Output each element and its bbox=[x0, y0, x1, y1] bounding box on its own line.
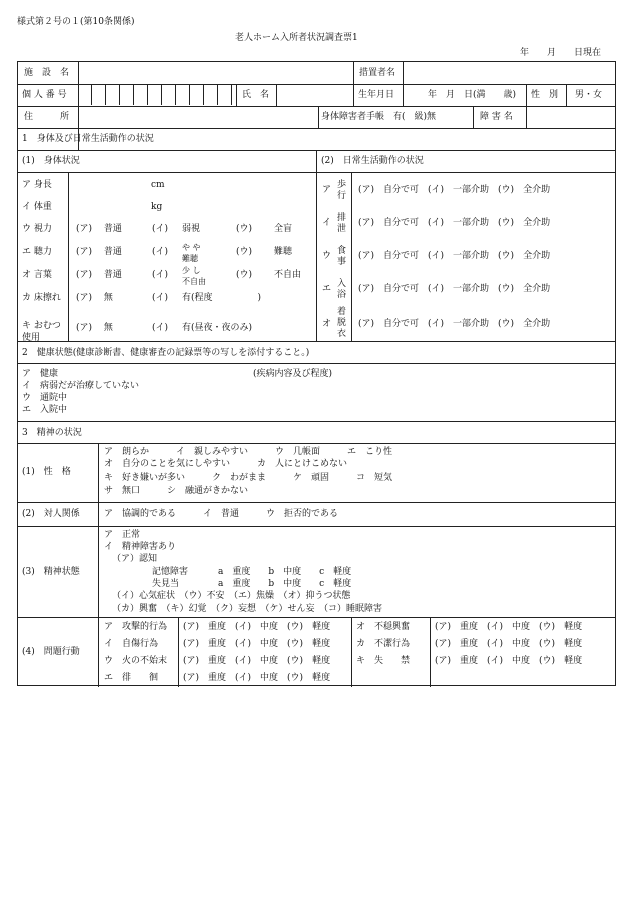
adl-scale: (ア) 自分で可 (イ) 一部介助 (ウ) 全介助 bbox=[358, 185, 551, 195]
adl-row-key: ア bbox=[322, 185, 332, 195]
behavior-severity: (ア) 重度 (イ) 中度 (ウ) 軽度 bbox=[435, 622, 583, 632]
adl-scale: (ア) 自分で可 (イ) 一部介助 (ウ) 全介助 bbox=[358, 319, 551, 329]
adl-scale: (ア) 自分で可 (イ) 一部介助 (ウ) 全介助 bbox=[358, 284, 551, 294]
behavior-item: ア 攻撃的行為 bbox=[104, 622, 168, 632]
option-cell: 不自由 bbox=[274, 270, 302, 280]
behavior-item: キ 失 禁 bbox=[356, 656, 411, 666]
option-cell: や や 難聴 bbox=[182, 243, 201, 263]
option-cell: (イ) bbox=[152, 247, 169, 257]
relation-label: (2) 対人関係 bbox=[22, 509, 80, 519]
health-item: ウ 通院中 bbox=[22, 393, 68, 403]
survey-table bbox=[17, 61, 616, 686]
address-label: 住 所 bbox=[24, 112, 70, 122]
body-row-label: エ 聴力 bbox=[22, 247, 52, 257]
adl-row-label: 着脱衣 bbox=[337, 307, 347, 339]
mental-line: （カ）興奮 （キ）幻覚 （ク）妄想 （ケ）せん妄 （コ）睡眠障害 bbox=[112, 604, 383, 614]
option-cell: (ウ) bbox=[236, 270, 253, 280]
form-title: 老人ホーム入所者状況調査票1 bbox=[235, 33, 358, 43]
body-row-label: オ 言葉 bbox=[22, 270, 52, 280]
option-cell: (ア) 普通 bbox=[76, 247, 122, 257]
adl-row-label: 排泄 bbox=[337, 213, 347, 234]
health-item: エ 入院中 bbox=[22, 405, 68, 415]
mental-label: (3) 精神状態 bbox=[22, 567, 80, 577]
behavior-item: ウ 火の不始末 bbox=[104, 656, 168, 666]
option-cell: (ア) 普通 bbox=[76, 270, 122, 280]
option-cell: (ア) 普通 bbox=[76, 224, 122, 234]
mental-severity: a 重度 b 中度 c 軽度 bbox=[218, 567, 352, 577]
adl-row-key: エ bbox=[322, 284, 332, 294]
adl-title: (2) 日常生活動作の状況 bbox=[321, 156, 424, 166]
behavior-severity: (ア) 重度 (イ) 中度 (ウ) 軽度 bbox=[183, 639, 331, 649]
name-label: 氏 名 bbox=[242, 90, 270, 100]
adl-row-key: イ bbox=[322, 218, 332, 228]
personality-label: (1) 性 格 bbox=[22, 467, 71, 477]
body-row-label: ウ 視力 bbox=[22, 224, 52, 234]
mental-line: （イ）心気症状 （ウ）不安 （エ）焦燥 （オ）抑うつ状態 bbox=[112, 591, 351, 601]
option-cell: 全盲 bbox=[274, 224, 293, 234]
body-row-label: ア 身長 bbox=[22, 180, 52, 190]
personality-line: キ 好き嫌いが多い ク わがまま ケ 頑固 コ 短気 bbox=[104, 473, 393, 483]
birthdate-value: 年 月 日(満 歳) bbox=[428, 90, 517, 100]
adl-row-label: 歩行 bbox=[337, 180, 347, 201]
option-cell: (イ) bbox=[152, 293, 169, 303]
option-cell: (ウ) bbox=[236, 247, 253, 257]
adl-row-label: 入浴 bbox=[337, 279, 347, 300]
height-unit: cm bbox=[151, 180, 165, 190]
disability-book-label: 身体障害者手帳 有( 級)無 bbox=[321, 112, 437, 122]
option-cell: (イ) bbox=[152, 224, 169, 234]
mental-line: ア 正常 bbox=[104, 530, 141, 540]
body-condition-title: (1) 身体状況 bbox=[22, 156, 80, 166]
option-cell: (ウ) bbox=[236, 224, 253, 234]
adl-row-key: ウ bbox=[322, 251, 332, 261]
body-row-label: カ 床擦れ bbox=[22, 293, 61, 303]
option-cell: 有(程度 ) bbox=[182, 293, 262, 303]
adl-scale: (ア) 自分で可 (イ) 一部介助 (ウ) 全介助 bbox=[358, 218, 551, 228]
health-item: イ 病弱だが治療していない bbox=[22, 381, 140, 391]
health-item: ア 健康 bbox=[22, 369, 59, 379]
behavior-item: カ 不潔行為 bbox=[356, 639, 411, 649]
behavior-severity: (ア) 重度 (イ) 中度 (ウ) 軽度 bbox=[183, 673, 331, 683]
option-cell: 弱視 bbox=[182, 224, 201, 234]
facility-label: 施 設 名 bbox=[24, 68, 70, 78]
disability-name-label: 障 害 名 bbox=[480, 112, 513, 122]
option-cell: (イ) bbox=[152, 323, 169, 333]
option-cell: 有(昼夜・夜のみ) bbox=[182, 323, 253, 333]
behavior-item: オ 不穏興奮 bbox=[356, 622, 411, 632]
behavior-severity: (ア) 重度 (イ) 中度 (ウ) 軽度 bbox=[435, 656, 583, 666]
section3-title: 3 精神の状況 bbox=[22, 428, 82, 438]
personality-line: オ 自分のことを気にしやすい カ 人にとけこめない bbox=[104, 459, 348, 469]
body-row-label: イ 体重 bbox=[22, 202, 52, 212]
option-cell: (ア) 無 bbox=[76, 323, 113, 333]
relation-options: ア 協調的である イ 普通 ウ 拒否的である bbox=[104, 509, 339, 519]
option-cell: 少 し 不自由 bbox=[182, 266, 206, 286]
adl-scale: (ア) 自分で可 (イ) 一部介助 (ウ) 全介助 bbox=[358, 251, 551, 261]
disease-note: (疾病内容及び程度) bbox=[253, 369, 333, 379]
birthdate-label: 生年月日 bbox=[358, 90, 395, 100]
section2-title: 2 健康状態(健康診断書、健康審査の記録票等の写しを添付すること。) bbox=[22, 348, 310, 358]
behavior-item: エ 徘 徊 bbox=[104, 673, 159, 683]
mental-severity: a 重度 b 中度 c 軽度 bbox=[218, 579, 352, 589]
adl-row-key: オ bbox=[322, 319, 332, 329]
personality-line: ア 朗らか イ 親しみやすい ウ 几帳面 エ こり性 bbox=[104, 447, 393, 457]
option-cell: (ア) 無 bbox=[76, 293, 113, 303]
behavior-item: イ 自傷行為 bbox=[104, 639, 159, 649]
behavior-severity: (ア) 重度 (イ) 中度 (ウ) 軽度 bbox=[183, 656, 331, 666]
mental-line: （ア）認知 bbox=[112, 554, 158, 564]
personality-line: サ 無口 シ 融通がきかない bbox=[104, 486, 249, 496]
mental-line: 失見当 bbox=[152, 579, 180, 589]
weight-unit: kg bbox=[151, 202, 163, 212]
behavior-severity: (ア) 重度 (イ) 中度 (ウ) 軽度 bbox=[435, 639, 583, 649]
form-reference: 様式第２号の１(第10条関係) bbox=[17, 17, 135, 27]
option-cell: 難聴 bbox=[274, 247, 293, 257]
mental-line: イ 精神障害あり bbox=[104, 542, 177, 552]
sex-value: 男・女 bbox=[575, 90, 603, 100]
personal-number-label: 個 人 番 号 bbox=[22, 90, 67, 100]
sex-label: 性 別 bbox=[531, 90, 559, 100]
adl-row-label: 食事 bbox=[337, 246, 347, 267]
date-line: 年 月 日現在 bbox=[520, 48, 602, 58]
behavior-label: (4) 問題行動 bbox=[22, 647, 80, 657]
section1-title: 1 身体及び日常生活動作の状況 bbox=[22, 134, 154, 144]
option-cell: (イ) bbox=[152, 270, 169, 280]
referrer-label: 措置者名 bbox=[359, 68, 396, 78]
mental-line: 記憶障害 bbox=[152, 567, 189, 577]
behavior-severity: (ア) 重度 (イ) 中度 (ウ) 軽度 bbox=[183, 622, 331, 632]
body-row-label: キ おむつ使用 bbox=[22, 321, 61, 343]
